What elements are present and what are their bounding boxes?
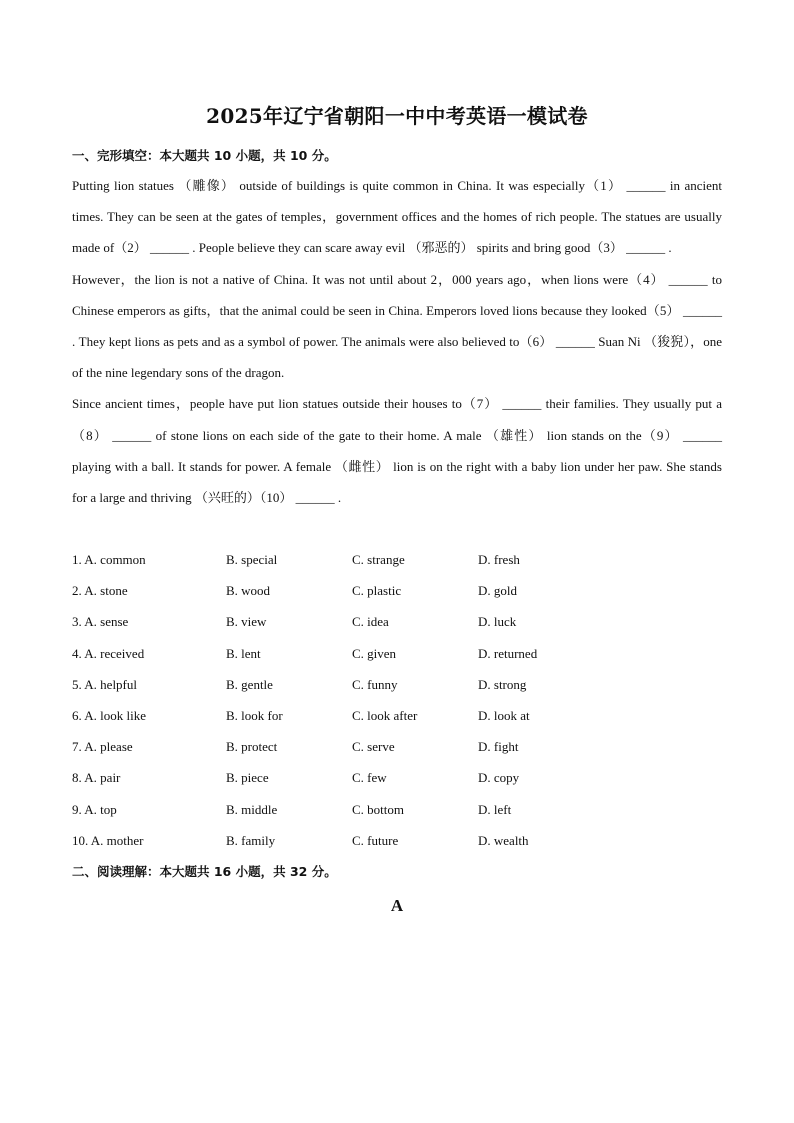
option-a: 9. A. top <box>72 801 117 817</box>
option-c: C. bottom <box>352 801 405 817</box>
option-a: 10. A. mother <box>72 832 144 848</box>
options-list <box>72 544 722 856</box>
option-a: 6. A. look like <box>72 707 147 723</box>
option-b: B. look for <box>226 707 283 723</box>
option-d: D. gold <box>478 583 517 599</box>
option-row <box>72 575 722 606</box>
option-row <box>72 825 722 856</box>
passage-paragraph: Since ancient times，people have put lion statues outside their houses to（7） ______ their families. They usually put a（8） ______ of stone lions on each side of the gate to their home. A male （雄性） lion stands on the（9） ______ playing with a ball. It stands for power. A female （雌性） lion is on the right with a baby lion under her paw. She stands for a large and thriving （兴旺的）（10） ______ . <box>72 396 722 506</box>
passage-paragraph: Putting lion statues （雕像） outside of buildings is quite common in China. It was especially（1） ______ in ancient times. They can be seen at the gates of temples，government offices and the homes of rich people. The statues are usually made of（2） ______ . People believe they can scare away evil （邪恶的） spirits and bring good（3） ______ . <box>72 178 722 256</box>
option-d: D. fight <box>478 739 519 755</box>
cloze-passage <box>72 170 722 513</box>
option-c: C. given <box>352 645 397 661</box>
option-row <box>72 731 722 762</box>
option-a: 2. A. stone <box>72 583 128 599</box>
option-c: C. few <box>352 770 387 786</box>
option-d: D. wealth <box>478 832 529 848</box>
option-c: C. idea <box>352 614 389 630</box>
option-a: 4. A. received <box>72 645 145 661</box>
option-b: B. protect <box>226 739 278 755</box>
option-a: 1. A. common <box>72 552 146 567</box>
option-b: B. wood <box>226 583 271 599</box>
reading-part-label: A <box>390 896 404 915</box>
option-b: B. piece <box>226 770 269 786</box>
option-d: D. luck <box>478 614 517 630</box>
option-a: 7. A. please <box>72 739 133 755</box>
section-heading-reading: 二、阅读理解：本大题共 16 小题，共 32 分。 <box>72 864 337 879</box>
option-d: D. copy <box>478 770 520 786</box>
page-title: 2025年辽宁省朝阳一中中考英语一模试卷 <box>206 104 588 128</box>
option-row <box>72 700 722 731</box>
option-row <box>72 762 722 793</box>
option-c: C. look after <box>352 707 418 723</box>
option-c: C. plastic <box>352 583 402 599</box>
option-b: B. view <box>226 614 267 630</box>
passage-paragraph: However，the lion is not a native of China. It was not until about 2，000 years ago，when lions were（4） ______ to Chinese emperors as gifts，that the animal could be seen in China. Emperors loved lions because they looked（5） ______ . They kept lions as pets and as a symbol of power. The animals were also believed to（6） ______ Suan Ni （狻猊），one of the nine legendary sons of the dragon. <box>72 271 722 381</box>
option-row <box>72 544 722 575</box>
option-row <box>72 638 722 669</box>
option-d: D. returned <box>478 645 538 661</box>
option-c: C. strange <box>352 552 405 567</box>
option-d: D. look at <box>478 707 530 723</box>
option-b: B. special <box>226 552 278 567</box>
option-b: B. family <box>226 832 276 848</box>
option-c: C. serve <box>352 739 395 755</box>
option-d: D. fresh <box>478 552 520 567</box>
option-a: 3. A. sense <box>72 614 129 630</box>
section-heading-cloze: 一、完形填空：本大题共 10 小题，共 10 分。 <box>72 148 337 163</box>
option-a: 5. A. helpful <box>72 676 137 692</box>
option-c: C. future <box>352 832 399 848</box>
option-d: D. strong <box>478 676 527 692</box>
option-b: B. lent <box>226 645 261 661</box>
option-row <box>72 794 722 825</box>
option-b: B. gentle <box>226 676 273 692</box>
option-b: B. middle <box>226 801 278 817</box>
option-row <box>72 606 722 637</box>
option-c: C. funny <box>352 676 398 692</box>
option-d: D. left <box>478 801 512 817</box>
option-a: 8. A. pair <box>72 770 121 786</box>
option-row <box>72 669 722 700</box>
